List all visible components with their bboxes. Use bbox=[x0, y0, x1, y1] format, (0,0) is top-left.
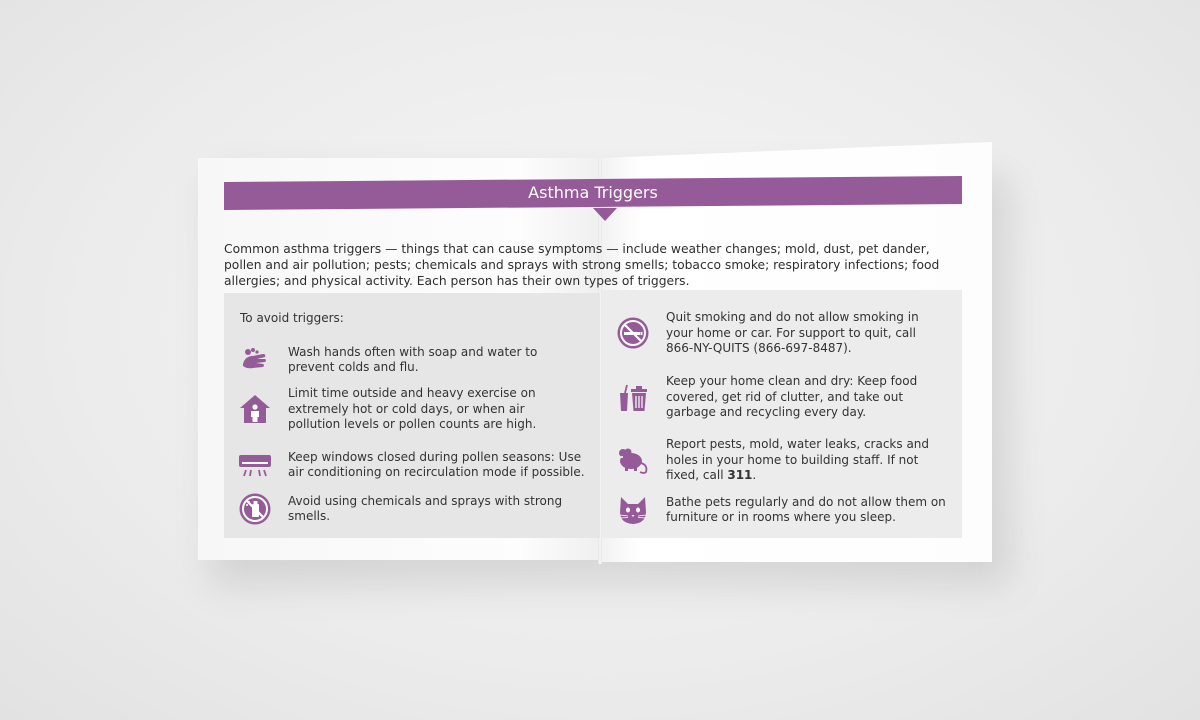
phone-number-311: 311 bbox=[727, 468, 753, 482]
item-text: Bathe pets regularly and do not allow them on furniture or in rooms where you sleep. bbox=[666, 494, 946, 524]
item-text-part: . bbox=[752, 468, 757, 482]
intro-paragraph: Common asthma triggers — things that can cause symptoms — include weather changes; mold, dust, pet dander, pollen and air pollution; pests; chemicals and sprays with strong smells; tobacco smoke; respiratory infections; food allergies; and physical activity. Each person has their own types of triggers. bbox=[224, 242, 940, 288]
list-item bbox=[616, 437, 946, 484]
list-item bbox=[616, 374, 946, 421]
item-text: Wash hands often with soap and water to prevent colds and flu. bbox=[288, 344, 538, 374]
no-spray-icon bbox=[238, 492, 272, 526]
hand-washing-icon bbox=[238, 343, 272, 377]
mouse-icon bbox=[616, 443, 650, 477]
booklet bbox=[198, 140, 992, 564]
trash-can-icon bbox=[616, 380, 650, 414]
item-text: Quit smoking and do not allow smoking in your home or car. For support to quit, call 866-NY-QUITS (866-697-8487). bbox=[666, 310, 919, 355]
page-title: Asthma Triggers bbox=[528, 183, 658, 202]
panel-heading: To avoid triggers: bbox=[240, 311, 344, 325]
item-text: Limit time outside and heavy exercise on extremely hot or cold days, or when air pollution levels or pollen counts are high. bbox=[288, 386, 537, 431]
list-item bbox=[238, 492, 568, 526]
item-text: Keep your home clean and dry: Keep food covered, get rid of clutter, and take out garbage and recycling every day. bbox=[666, 374, 918, 419]
air-conditioner-icon bbox=[238, 448, 272, 482]
more-tips-panel bbox=[602, 290, 962, 538]
item-text: Avoid using chemicals and sprays with strong smells. bbox=[288, 493, 563, 523]
list-item bbox=[238, 343, 568, 377]
list-item bbox=[238, 386, 568, 433]
cat-icon bbox=[616, 493, 650, 527]
list-item bbox=[616, 493, 946, 527]
item-text: Keep windows closed during pollen seasons: Use air conditioning on recirculation mode if possible. bbox=[288, 449, 585, 479]
banner-notch bbox=[593, 208, 617, 221]
item-text-part: Report pests, mold, water leaks, cracks and holes in your home to building staff. If not fixed, call bbox=[666, 437, 930, 482]
no-smoking-icon bbox=[616, 316, 650, 350]
list-item bbox=[616, 310, 946, 357]
item-text bbox=[666, 437, 946, 484]
house-person-icon bbox=[238, 392, 272, 426]
list-item bbox=[238, 448, 588, 482]
avoid-triggers-panel bbox=[224, 293, 600, 538]
